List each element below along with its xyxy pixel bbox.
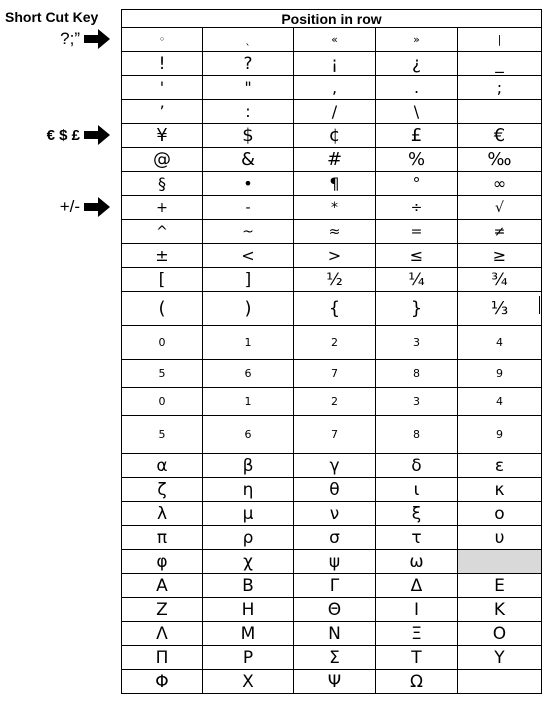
character-cell: ¥: [122, 124, 203, 148]
character-cell: -: [203, 196, 294, 220]
character-cell: ]: [203, 268, 294, 292]
character-cell: ±: [122, 244, 203, 268]
character-cell: ι: [376, 478, 458, 502]
character-cell: ¡: [294, 52, 376, 76]
character-cell: 0: [122, 326, 203, 360]
character-cell: _: [458, 52, 542, 76]
right-arrow-icon: [84, 125, 110, 145]
character-cell: ∞: [458, 172, 542, 196]
character-cell: ": [203, 76, 294, 100]
shortcut-key-item: [60, 29, 110, 49]
character-cell: ≠: [458, 220, 542, 244]
character-cell: $: [203, 124, 294, 148]
shortcut-key-label: € $ £: [46, 126, 80, 144]
character-cell: €: [458, 124, 542, 148]
character-cell: Ρ: [203, 646, 294, 670]
character-cell: χ: [203, 550, 294, 574]
table-row: [122, 454, 542, 478]
character-cell: =: [376, 220, 458, 244]
character-cell: !: [122, 52, 203, 76]
character-cell: \: [376, 100, 458, 124]
character-cell: ½: [294, 268, 376, 292]
character-cell: (: [122, 292, 203, 326]
character-cell: ˎ: [203, 28, 294, 52]
character-cell: Δ: [376, 574, 458, 598]
character-cell: Γ: [294, 574, 376, 598]
character-cell: ÷: [376, 196, 458, 220]
character-cell: Η: [203, 598, 294, 622]
character-cell: Υ: [458, 646, 542, 670]
character-cell: ≥: [458, 244, 542, 268]
table-row: [122, 388, 542, 416]
table-row: [122, 172, 542, 196]
character-cell: ': [122, 76, 203, 100]
edge-mark: [539, 296, 540, 314]
table-row: [122, 268, 542, 292]
character-cell: Ν: [294, 622, 376, 646]
character-cell: /: [294, 100, 376, 124]
character-cell: λ: [122, 502, 203, 526]
character-cell: Ω: [376, 670, 458, 694]
character-cell: 2: [294, 388, 376, 416]
character-cell: ¿: [376, 52, 458, 76]
table-header: Position in row: [122, 10, 542, 28]
character-cell: 7: [294, 416, 376, 454]
character-cell: >: [294, 244, 376, 268]
character-cell: @: [122, 148, 203, 172]
character-cell: .: [376, 76, 458, 100]
table-row: [122, 196, 542, 220]
character-cell: ≈: [294, 220, 376, 244]
table-body: [122, 28, 542, 694]
character-cell: 6: [203, 360, 294, 388]
character-cell: Σ: [294, 646, 376, 670]
character-cell: ρ: [203, 526, 294, 550]
shortcut-key-header: Short Cut Key: [5, 9, 99, 25]
character-cell: ?: [203, 52, 294, 76]
table-row: [122, 360, 542, 388]
character-cell: Ζ: [122, 598, 203, 622]
table-row: [122, 326, 542, 360]
character-cell: ‰: [458, 148, 542, 172]
character-cell: δ: [376, 454, 458, 478]
character-cell: 2: [294, 326, 376, 360]
character-cell: ,: [294, 76, 376, 100]
character-cell: κ: [458, 478, 542, 502]
character-cell: ): [203, 292, 294, 326]
character-cell: Κ: [458, 598, 542, 622]
character-cell: 7: [294, 360, 376, 388]
character-cell: ¶: [294, 172, 376, 196]
character-cell: 3: [376, 388, 458, 416]
character-cell: μ: [203, 502, 294, 526]
character-cell: %: [376, 148, 458, 172]
character-cell: [458, 550, 542, 574]
character-cell: υ: [458, 526, 542, 550]
character-cell: Α: [122, 574, 203, 598]
character-cell: ^: [122, 220, 203, 244]
character-cell: •: [203, 172, 294, 196]
character-cell: Β: [203, 574, 294, 598]
character-cell: 5: [122, 416, 203, 454]
character-cell: ψ: [294, 550, 376, 574]
character-cell: 9: [458, 360, 542, 388]
table-header-row: [122, 10, 542, 28]
character-cell: α: [122, 454, 203, 478]
character-cell: γ: [294, 454, 376, 478]
character-cell: 8: [376, 360, 458, 388]
character-cell: +: [122, 196, 203, 220]
character-cell: Μ: [203, 622, 294, 646]
table-row: [122, 52, 542, 76]
table-row: [122, 124, 542, 148]
character-cell: «: [294, 28, 376, 52]
character-cell: [458, 670, 542, 694]
character-cell: Ψ: [294, 670, 376, 694]
table-row: [122, 502, 542, 526]
character-cell: Θ: [294, 598, 376, 622]
character-cell: :: [203, 100, 294, 124]
character-cell: ξ: [376, 502, 458, 526]
character-cell: β: [203, 454, 294, 478]
table-row: [122, 292, 542, 326]
character-cell: 3: [376, 326, 458, 360]
character-cell: Χ: [203, 670, 294, 694]
character-cell: 8: [376, 416, 458, 454]
character-cell: £: [376, 124, 458, 148]
character-cell: τ: [376, 526, 458, 550]
table-row: [122, 478, 542, 502]
character-cell: 5: [122, 360, 203, 388]
character-cell: Λ: [122, 622, 203, 646]
character-cell: ο: [458, 502, 542, 526]
character-cell: ζ: [122, 478, 203, 502]
table-row: [122, 670, 542, 694]
table-row: [122, 550, 542, 574]
shortcut-key-label: +/-: [59, 197, 80, 216]
table-row: [122, 244, 542, 268]
character-cell: ω: [376, 550, 458, 574]
character-cell: ¼: [376, 268, 458, 292]
character-cell: ;: [458, 76, 542, 100]
table-row: [122, 646, 542, 670]
character-cell: »: [376, 28, 458, 52]
character-cell: 4: [458, 388, 542, 416]
shortcut-key-item: [60, 197, 110, 217]
character-cell: 0: [122, 388, 203, 416]
character-cell: &: [203, 148, 294, 172]
character-cell: Φ: [122, 670, 203, 694]
table-row: [122, 622, 542, 646]
character-cell: Ξ: [376, 622, 458, 646]
character-cell: φ: [122, 550, 203, 574]
character-cell: #: [294, 148, 376, 172]
table-row: [122, 598, 542, 622]
character-cell: ’: [122, 100, 203, 124]
character-cell: π: [122, 526, 203, 550]
table-row: [122, 416, 542, 454]
character-cell: Ο: [458, 622, 542, 646]
character-cell: 4: [458, 326, 542, 360]
character-cell: Τ: [376, 646, 458, 670]
character-cell: |: [458, 28, 542, 52]
character-cell: [: [122, 268, 203, 292]
character-cell: *: [294, 196, 376, 220]
character-cell: √: [458, 196, 542, 220]
table-row: [122, 28, 542, 52]
character-cell: §: [122, 172, 203, 196]
character-cell: 6: [203, 416, 294, 454]
table-row: [122, 76, 542, 100]
character-cell: <: [203, 244, 294, 268]
character-cell: Ε: [458, 574, 542, 598]
shortcut-key-item: [47, 125, 110, 145]
character-cell: [458, 100, 542, 124]
character-cell: ¾: [458, 268, 542, 292]
character-cell: 9: [458, 416, 542, 454]
table-row: [122, 574, 542, 598]
character-cell: 1: [203, 326, 294, 360]
character-cell: 1: [203, 388, 294, 416]
character-cell: }: [376, 292, 458, 326]
character-cell: ◦: [122, 28, 203, 52]
character-cell: ⅓: [458, 292, 542, 326]
right-arrow-icon: [84, 197, 110, 217]
table-row: [122, 100, 542, 124]
character-cell: ε: [458, 454, 542, 478]
right-arrow-icon: [84, 29, 110, 49]
character-cell: η: [203, 478, 294, 502]
character-cell: ¢: [294, 124, 376, 148]
character-cell: °: [376, 172, 458, 196]
character-cell: Π: [122, 646, 203, 670]
character-cell: Ι: [376, 598, 458, 622]
character-cell: {: [294, 292, 376, 326]
character-cell: ≤: [376, 244, 458, 268]
character-cell: θ: [294, 478, 376, 502]
character-position-table: [121, 9, 542, 694]
shortcut-key-label: ?;”: [60, 29, 80, 48]
character-cell: ~: [203, 220, 294, 244]
character-cell: ν: [294, 502, 376, 526]
table-row: [122, 526, 542, 550]
table-row: [122, 148, 542, 172]
table-row: [122, 220, 542, 244]
character-cell: σ: [294, 526, 376, 550]
